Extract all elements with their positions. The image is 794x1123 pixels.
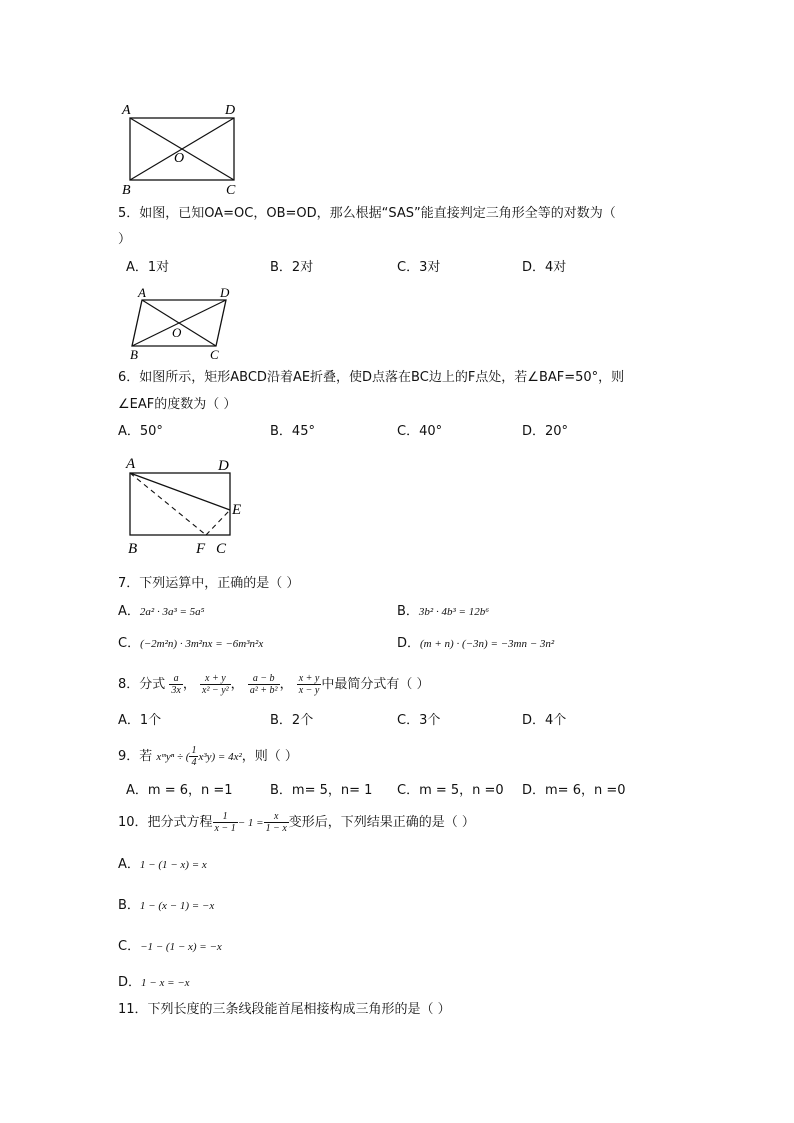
figure-parallelogram-diagonals (126, 284, 238, 362)
q6-option-a: A．50° (118, 424, 163, 439)
label-e: E (232, 502, 242, 518)
q8-fraction-3-den: a² + b² (249, 685, 278, 696)
q8-option-a: A．1个 (118, 713, 162, 728)
q9-option-c: C．m = 5，n =0 (397, 783, 504, 798)
q10-option-b (118, 898, 214, 914)
q10-fraction-2 (264, 811, 289, 834)
q5-option-b: B．2对 (270, 260, 314, 275)
q8-stem (118, 670, 429, 700)
q8-fraction-4-num: x + y (298, 673, 320, 684)
q8-sep-3: ， (279, 677, 293, 692)
q10-prefix: 10．把分式方程 (118, 815, 213, 830)
q8-fraction-2-num: x + y (200, 673, 231, 685)
q7-option-d-letter: D． (397, 636, 421, 651)
q8-fraction-3 (248, 673, 280, 696)
q7-option-b-expr: 3b² · 4b³ = 12b⁶ (418, 606, 490, 618)
label-b: B (122, 183, 131, 198)
q10-suffix: 变形后，下列结果正确的是（ ） (288, 815, 475, 830)
q8-sep-1: ， (182, 677, 196, 692)
q8-fraction-4 (297, 673, 322, 696)
q10-option-d-letter: D． (118, 975, 142, 990)
label-a: A (138, 285, 146, 300)
q5-stem-line1: 5．如图，已知OA=OC，OB=OD，那么根据“SAS”能直接判定三角形全等的对数为（ (118, 206, 616, 221)
q7-option-a-letter: A． (118, 604, 140, 619)
q8-prefix: 8．分式 (118, 677, 166, 692)
label-c: C (226, 183, 236, 198)
q10-option-d-expr: 1 − x = −x (141, 977, 190, 989)
q8-option-d: D．4个 (522, 713, 567, 728)
q7-option-b (397, 604, 489, 620)
q8-fraction-2 (200, 673, 231, 696)
label-d: D (218, 458, 229, 474)
label-b: B (128, 541, 138, 557)
q7-option-d-expr: (m + n) · (−3n) = −3mn − 3n² (420, 638, 555, 650)
q10-fraction-1-num: 1 (213, 811, 238, 823)
q10-option-a (118, 857, 207, 873)
q8-sep-2: ， (230, 677, 244, 692)
label-b: B (130, 347, 138, 362)
q8-fraction-1-num: a (169, 673, 182, 685)
q11-stem: 11．下列长度的三条线段能首尾相接构成三角形的是（ ） (118, 1002, 451, 1017)
q8-option-c: C．3个 (397, 713, 441, 728)
label-d: D (225, 103, 236, 118)
label-f: F (196, 541, 206, 557)
q10-fraction-1-den: x − 1 (214, 823, 236, 834)
q10-fraction-2-num: x (264, 811, 289, 823)
q9-prefix: 9．若 (118, 749, 153, 764)
label-c: C (216, 541, 227, 557)
q10-middle: − 1 = (237, 817, 264, 829)
q10-option-c-expr: −1 − (1 − x) = −x (140, 941, 222, 953)
q9-stem (118, 742, 298, 772)
q8-suffix: 中最简分式有（ ） (321, 677, 430, 692)
q6-option-c: C．40° (397, 424, 443, 439)
label-o: O (172, 325, 182, 340)
q6-option-b: B．45° (270, 424, 315, 439)
q9-option-b: B．m= 5，n= 1 (270, 783, 373, 798)
q9-expr-left: xᵐyⁿ ÷ ( (156, 751, 190, 763)
q9-option-d: D．m= 6，n =0 (522, 783, 626, 798)
q8-fraction-2-den: x² − y² (202, 685, 229, 696)
q7-option-d (397, 636, 554, 652)
q9-fraction-den: 4 (191, 757, 197, 768)
figure-rectangle-diagonals (118, 100, 248, 198)
figure-rectangle-fold (120, 454, 254, 558)
q6-stem-line2: ∠EAF的度数为（ ） (118, 397, 237, 412)
label-d: D (220, 285, 230, 300)
q9-suffix: ，则（ ） (241, 749, 298, 764)
q10-fraction-2-den: 1 − x (265, 823, 287, 834)
q5-stem-line2: ） (118, 232, 132, 247)
q9-expr-right: x³y) = 4x² (198, 751, 242, 763)
q10-option-a-expr: 1 − (1 − x) = x (139, 859, 207, 871)
q5-option-a: A．1对 (126, 260, 170, 275)
q10-option-c-letter: C． (118, 939, 141, 954)
dashed-line-af (130, 473, 206, 535)
q9-fraction-num: 1 (191, 745, 197, 756)
q8-fraction-1 (169, 673, 182, 696)
q9-option-a: A．m = 6，n =1 (126, 783, 233, 798)
q7-option-a (118, 604, 205, 620)
dashed-line-fe (206, 510, 230, 535)
q10-stem (118, 808, 475, 838)
q10-option-b-expr: 1 − (x − 1) = −x (139, 900, 215, 912)
label-a: A (126, 456, 136, 472)
q7-option-b-letter: B． (397, 604, 419, 619)
q8-fraction-1-den: 3x (171, 685, 181, 696)
q5-option-d: D．4对 (522, 260, 567, 275)
q8-fraction-3-num: a − b (248, 673, 280, 685)
q10-option-b-letter: B． (118, 898, 140, 913)
q7-option-c (118, 636, 263, 652)
q8-fraction-4-den: x − y (298, 685, 320, 696)
q10-option-c (118, 939, 222, 955)
q8-option-b: B．2个 (270, 713, 314, 728)
label-a: A (122, 103, 131, 118)
q6-stem-line1: 6．如图所示，矩形ABCD沿着AE折叠，使D点落在BC边上的F点处，若∠BAF=50°，则 (118, 370, 625, 385)
q7-stem: 7．下列运算中，正确的是（ ） (118, 576, 300, 591)
label-o: O (174, 151, 185, 166)
q6-option-d: D．20° (522, 424, 569, 439)
q7-option-c-expr: (−2m²n) · 3m²nx = −6m³n²x (140, 638, 264, 650)
q10-option-a-letter: A． (118, 857, 140, 872)
label-c: C (210, 347, 219, 362)
q7-option-c-letter: C． (118, 636, 141, 651)
fold-line-ae (130, 473, 230, 510)
q5-option-c: C．3对 (397, 260, 441, 275)
q10-option-d (118, 975, 190, 991)
q10-fraction-1 (213, 811, 238, 834)
q7-option-a-expr: 2a² · 3a³ = 5a⁵ (139, 606, 205, 618)
